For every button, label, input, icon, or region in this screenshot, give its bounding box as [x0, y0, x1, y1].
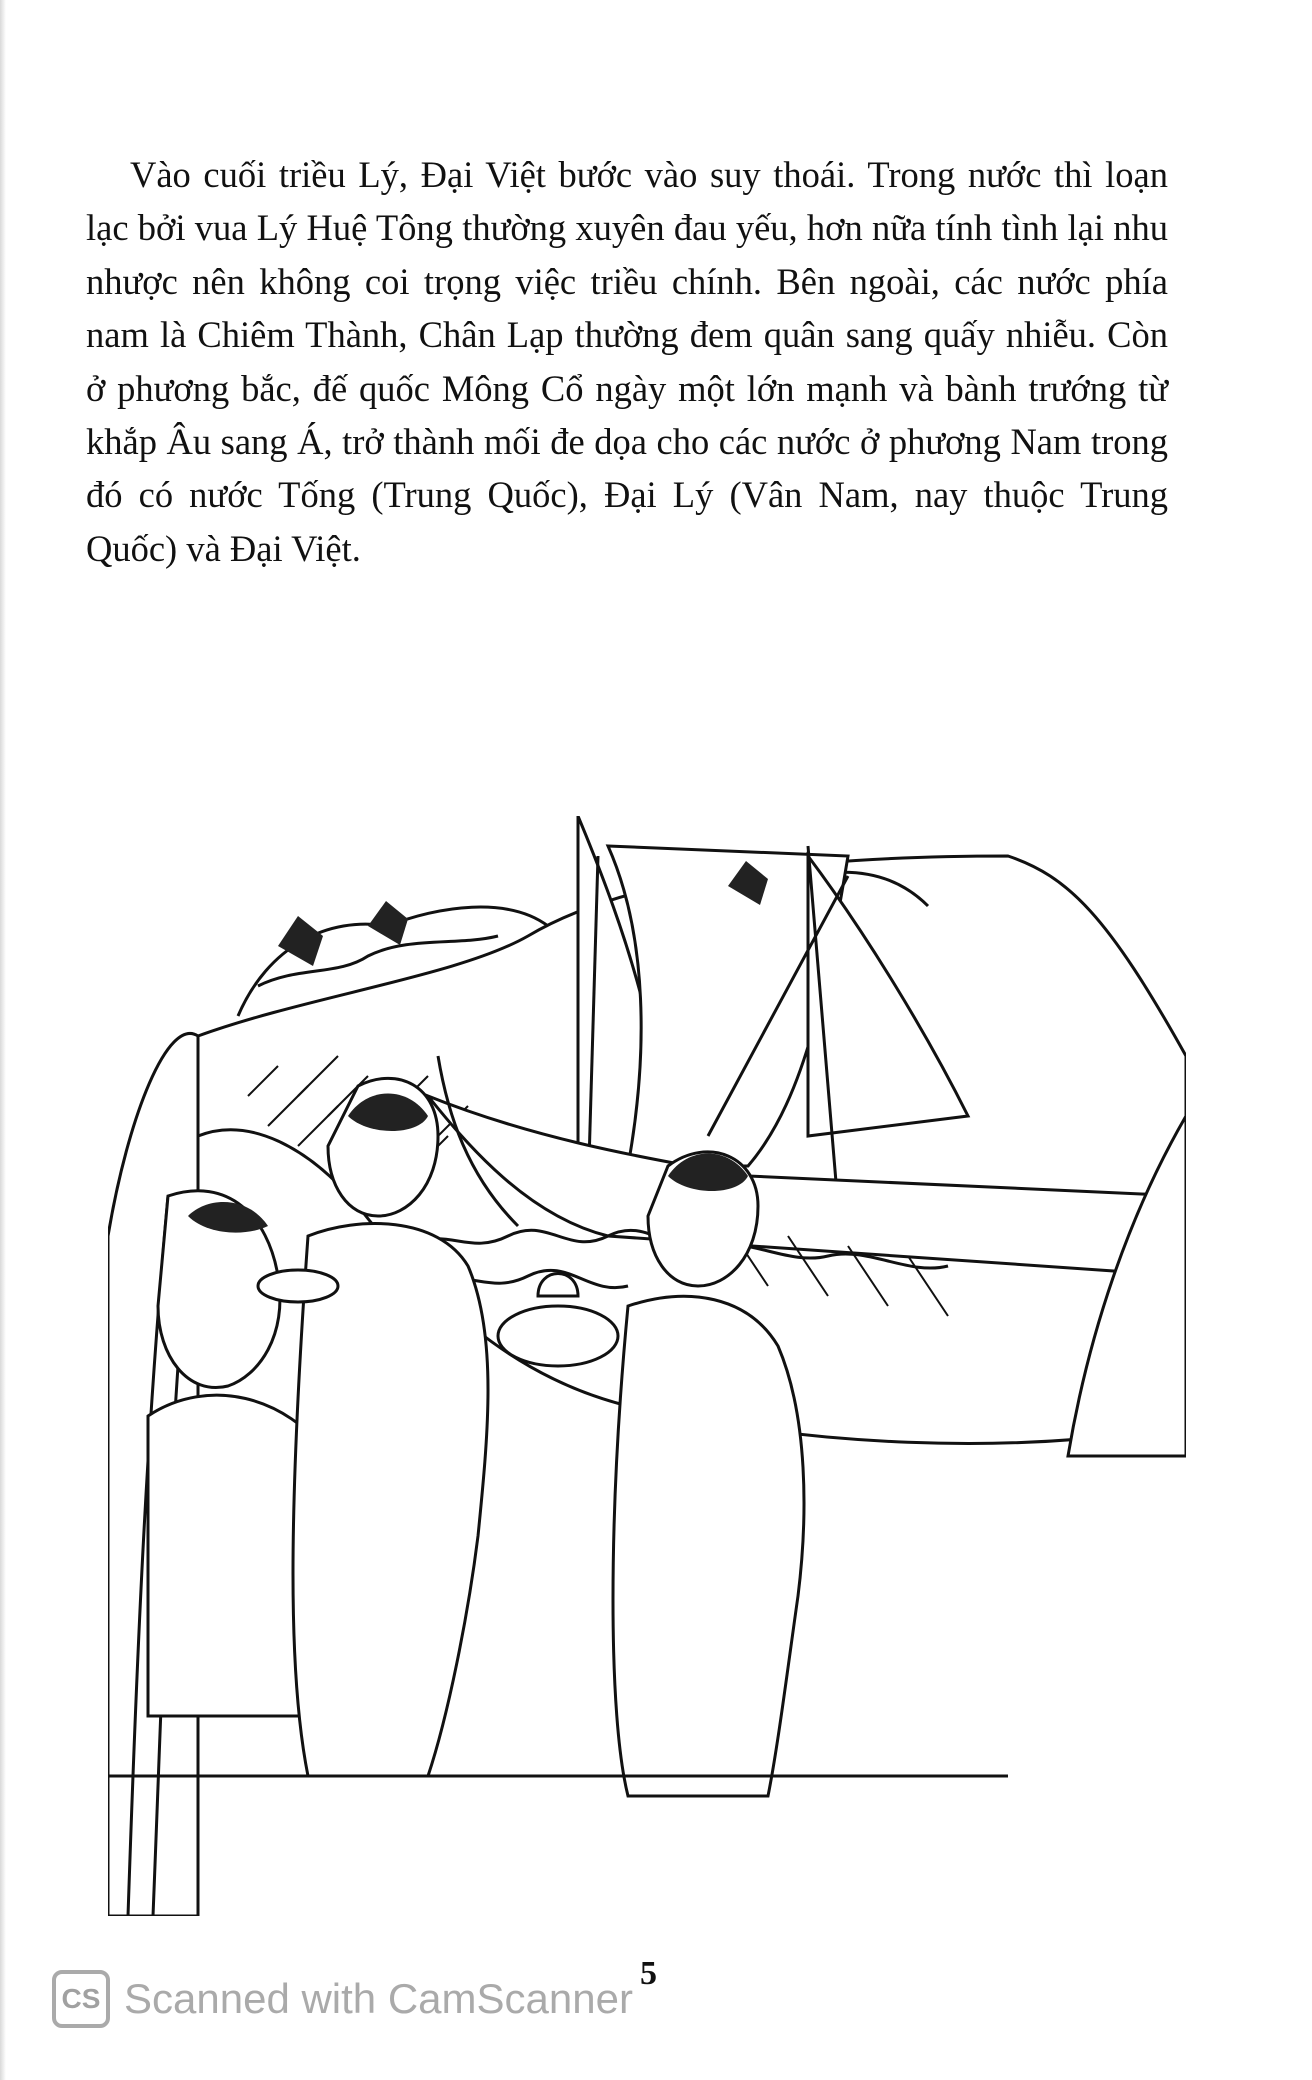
page-edge [0, 0, 6, 2080]
camscanner-watermark [52, 1970, 633, 2028]
watermark-text: Scanned with CamScanner [124, 1975, 633, 2022]
body-paragraph: Vào cuối triều Lý, Đại Việt bước vào suy thoái. Trong nước thì loạn lạc bởi vua Lý Huệ Tông thường xuyên đau yếu, hơn nữa tính tình lại nhu nhược nên không coi trọng việc triều chính. Bên ngoài, các nước phía nam là Chiêm Thành, Chân Lạp thường đem quân sang quấy nhiễu. Còn ở phương bắc, đế quốc Mông Cổ ngày một lớn mạnh và bành trướng từ khắp Âu sang Á, trở thành mối đe dọa cho các nước ở phương Nam trong đó có nước Tống (Trung Quốc), Đại Lý (Vân Nam, nay thuộc Trung Quốc) và Đại Việt. [86, 154, 1168, 569]
page-number: 5 [640, 1955, 657, 1992]
illustration [108, 816, 1186, 1916]
camscanner-logo-icon: CS [52, 1970, 110, 2028]
